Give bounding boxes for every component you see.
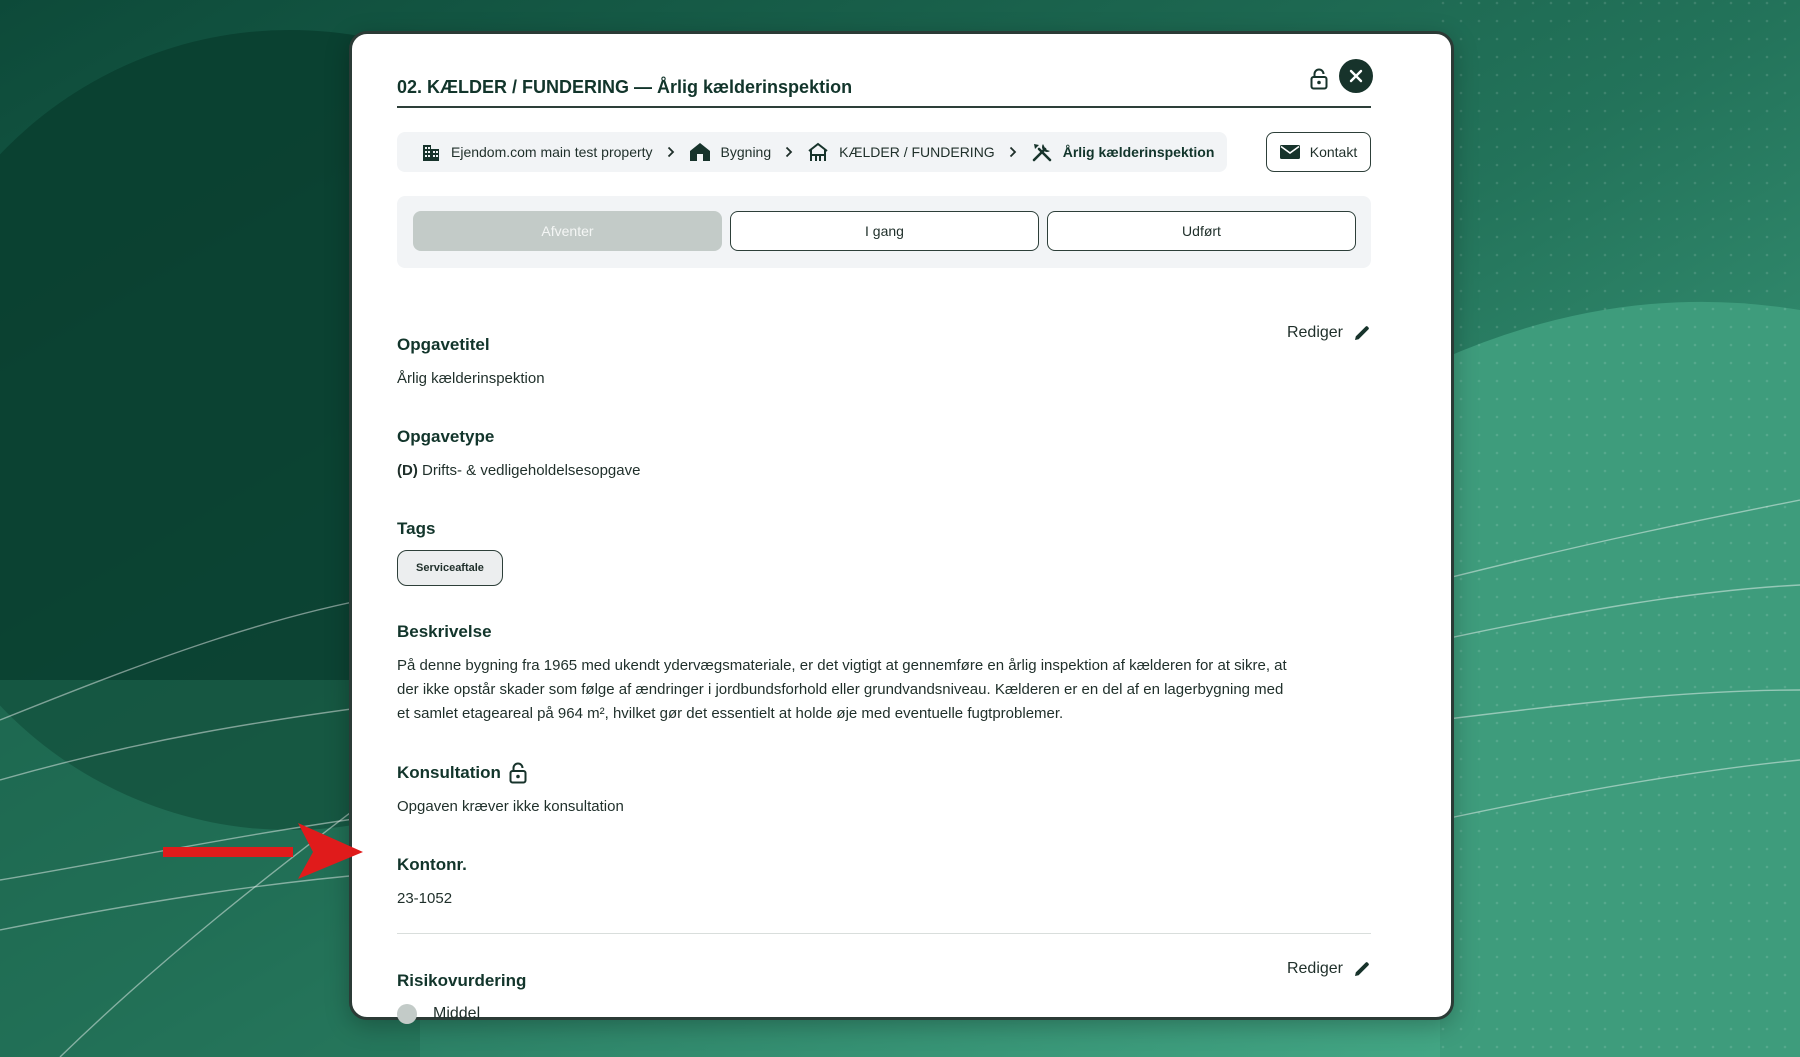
edit-label: Rediger bbox=[1286, 960, 1343, 977]
status-selector bbox=[397, 196, 1371, 268]
building-icon bbox=[421, 142, 441, 162]
task-title-value: Årlig kælderinspektion bbox=[397, 370, 545, 387]
consultation-value: Opgaven kræver ikke konsultation bbox=[397, 798, 624, 815]
lock-icon bbox=[509, 762, 527, 784]
status-button-i-gang[interactable]: I gang bbox=[730, 211, 1039, 251]
risk-assessment-value bbox=[397, 1004, 480, 1024]
breadcrumb-item-category[interactable] bbox=[807, 142, 995, 162]
close-icon bbox=[1349, 69, 1363, 83]
breadcrumb-label: Bygning bbox=[720, 144, 772, 160]
chevron-right-icon bbox=[1009, 146, 1017, 158]
risk-assessment-label: Risikovurdering bbox=[397, 971, 527, 990]
close-button[interactable] bbox=[1339, 59, 1373, 93]
task-type-text: Drifts- & vedligeholdelsesopgave bbox=[422, 462, 641, 479]
lock-icon[interactable] bbox=[1307, 64, 1331, 94]
risk-level-dot bbox=[397, 1004, 417, 1024]
modal-title: 02. KÆLDER / FUNDERING — Årlig kælderinspektion bbox=[397, 77, 853, 97]
risk-level-label: Middel bbox=[433, 1005, 481, 1022]
breadcrumb-item-building[interactable] bbox=[689, 142, 772, 162]
edit-label: Rediger bbox=[1286, 324, 1343, 341]
tools-icon bbox=[1031, 141, 1053, 163]
breadcrumb-item-task[interactable] bbox=[1031, 141, 1215, 163]
chevron-right-icon bbox=[785, 146, 793, 158]
account-number-label: Kontonr. bbox=[397, 855, 467, 874]
edit-task-button[interactable] bbox=[1287, 324, 1371, 342]
contact-button[interactable] bbox=[1266, 132, 1371, 172]
breadcrumb-item-property[interactable] bbox=[421, 142, 653, 162]
foundation-icon bbox=[807, 142, 829, 162]
breadcrumb-label: Årlig kælderinspektion bbox=[1062, 144, 1215, 160]
breadcrumb-label: Ejendom.com main test property bbox=[451, 144, 653, 160]
tag-chip: Serviceaftale bbox=[397, 550, 503, 586]
account-number-value: 23-1052 bbox=[397, 890, 453, 907]
tags-label: Tags bbox=[397, 519, 436, 538]
red-arrow-annotation bbox=[163, 823, 363, 879]
contact-label: Kontakt bbox=[1309, 144, 1358, 160]
breadcrumb bbox=[397, 132, 1227, 172]
task-title-label: Opgavetitel bbox=[397, 335, 490, 354]
description-text: På denne bygning fra 1965 med ukendt ydervægsmateriale, er det vigtigt at gennemføre en årlig inspektion af kælderen for at sikre, at der ikke opstår skader som følge af ændringer i jordbundsforhold eller grundvandsniveau. Kælderen er en del af en lagerbygning med et samlet etageareal på 964 m², hvilket gør det essentielt at holde øje med eventuelle fugtproblemer. bbox=[397, 657, 1287, 722]
house-icon bbox=[689, 142, 711, 162]
task-type-code: (D) bbox=[397, 462, 418, 479]
description-label: Beskrivelse bbox=[397, 622, 492, 641]
task-type-value bbox=[397, 462, 640, 479]
section-divider bbox=[397, 933, 1371, 934]
mail-icon bbox=[1280, 145, 1300, 159]
task-modal bbox=[349, 31, 1454, 1020]
chevron-right-icon bbox=[667, 146, 675, 158]
consultation-label: Konsultation bbox=[397, 763, 501, 782]
pencil-icon bbox=[1353, 324, 1371, 342]
edit-risk-button[interactable] bbox=[1287, 960, 1371, 978]
pencil-icon bbox=[1353, 960, 1371, 978]
breadcrumb-label: KÆLDER / FUNDERING bbox=[839, 144, 995, 160]
consultation-heading bbox=[397, 762, 527, 784]
status-button-udfoert[interactable]: Udført bbox=[1047, 211, 1356, 251]
task-type-label: Opgavetype bbox=[397, 427, 495, 446]
modal-header bbox=[397, 64, 1371, 108]
status-button-afventer[interactable]: Afventer bbox=[413, 211, 722, 251]
